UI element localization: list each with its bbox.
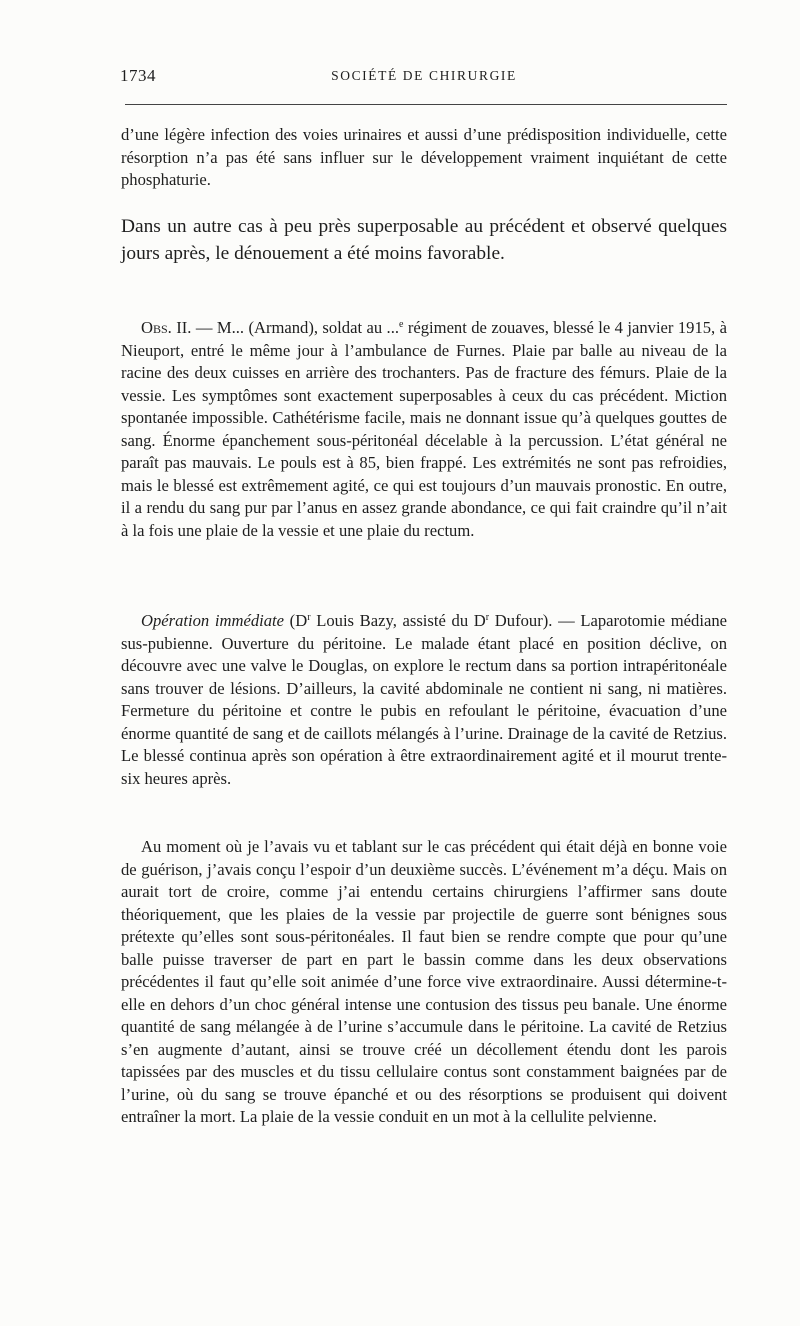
paragraph-continuation: d’une légère infection des voies urinaires et aussi d’une prédisposition individuelle, cette résorption n’a pas été sans influer sur le développement vraiment inquiétant de cette phosphaturie.: [121, 125, 727, 189]
observation-paragraph: [121, 317, 727, 542]
observation-superscript: e: [399, 319, 404, 330]
operation-superscript-a: r: [307, 612, 311, 623]
operation-paragraph: [121, 610, 727, 790]
discussion-paragraph: Au moment où je l’avais vu et tablant sur le cas précédent qui était déjà en bonne voie de guérison, j’avais conçu l’espoir d’un deuxième succès. L’événement m’a déçu. Mais on aurait tort de croire, comme j’ai entendu certains chirurgiens l’affirmer sans doute théoriquement, que les plaies de la vessie par projectile de guerre sont bénignes sous prétexte qu’elles sont sous-péritonéales. Il faut bien se rendre compte que pour qu’une balle puisse traverser de part en part le bassin comme dans les deux observations précédentes il faut qu’elle soit animée d’une force vive extraordinaire. Aussi détermine-t-elle en dehors d’un choc général intense une contusion des tissus peu banale. Une énorme quantité de sang mélangée à de l’urine s’accumule dans le péritoine. La cavité de Retzius s’en augmente d’autant, ainsi se trouve créé un décollement étendu dont les parois tapissées par des muscles et du tissu cellulaire contus sont constamment baignées par de l’urine, où du sang se trouve épanché et ou des résorptions se produisent qui doivent entraîner la mort. La plaie de la vessie conduit en un mot à la cellulite pelvienne.: [121, 837, 727, 1126]
observation-text-b: régiment de zouaves, blessé le 4 janvier 1915, à Nieuport, entré le même jour à l’ambulance de Furnes. Plaie par balle au niveau de la racine des deux cuisses en arrière des trochanters. Pas de fracture des fémurs. Plaie de la vessie. Les symptômes sont exactement superposables à ceux du cas précédent. Miction spontanée impossible. Cathétérisme facile, mais ne donnant issue qu’à quelques gouttes de sang. Énorme épanchement sous-péritonéal décelable à la percussion. L’état général ne paraît pas mauvais. Le pouls est à 85, bien frappé. Les extrémités ne sont pas refroidies, mais le blessé est extrêmement agité, ce qui est toujours d’un mauvais pronostic. En outre, il a rendu du sang pur par l’anus en assez grande abondance, ce qui fait craindre qu’il n’ait à la fois une plaie de la vessie et une plaie du rectum.: [121, 318, 727, 540]
header-rule: [125, 104, 727, 105]
page-header: [120, 66, 728, 90]
operation-superscript-b: r: [485, 612, 490, 623]
observation-label: Obs. II.: [141, 318, 192, 337]
page-number: 1734: [120, 66, 156, 85]
operation-text-c: Dufour). — Laparotomie médiane sus-pubienne. Ouverture du péritoine. Le malade étant placé en position déclive, on découvre avec une valve le Douglas, on explore le rectum dans sa portion intrapéritonéale sans trouver de lésions. D’ailleurs, la cavité abdominale ne contient ni sang, ni matières. Fermeture du péritoine et contre le pubis en refoulant le péritoine, évacuation d’une énorme quantité de sang et de caillots mélangés à l’urine. Drainage de la cavité de Retzius. Le blessé continua après son opération à être extraordinairement agité et il mourut trente-six heures après.: [121, 611, 727, 788]
running-title: SOCIÉTÉ DE CHIRURGIE: [331, 68, 517, 83]
operation-text-a: (D: [284, 611, 308, 630]
paragraph-intro-case: Dans un autre cas à peu près superposable au précédent et observé quelques jours après, le dénouement a été moins favorable.: [121, 216, 727, 264]
operation-heading: Opération immédiate: [141, 611, 285, 630]
operation-text-b: Louis Bazy, assisté du D: [310, 611, 486, 630]
observation-text-a: — M... (Armand), soldat au ...: [191, 318, 399, 337]
